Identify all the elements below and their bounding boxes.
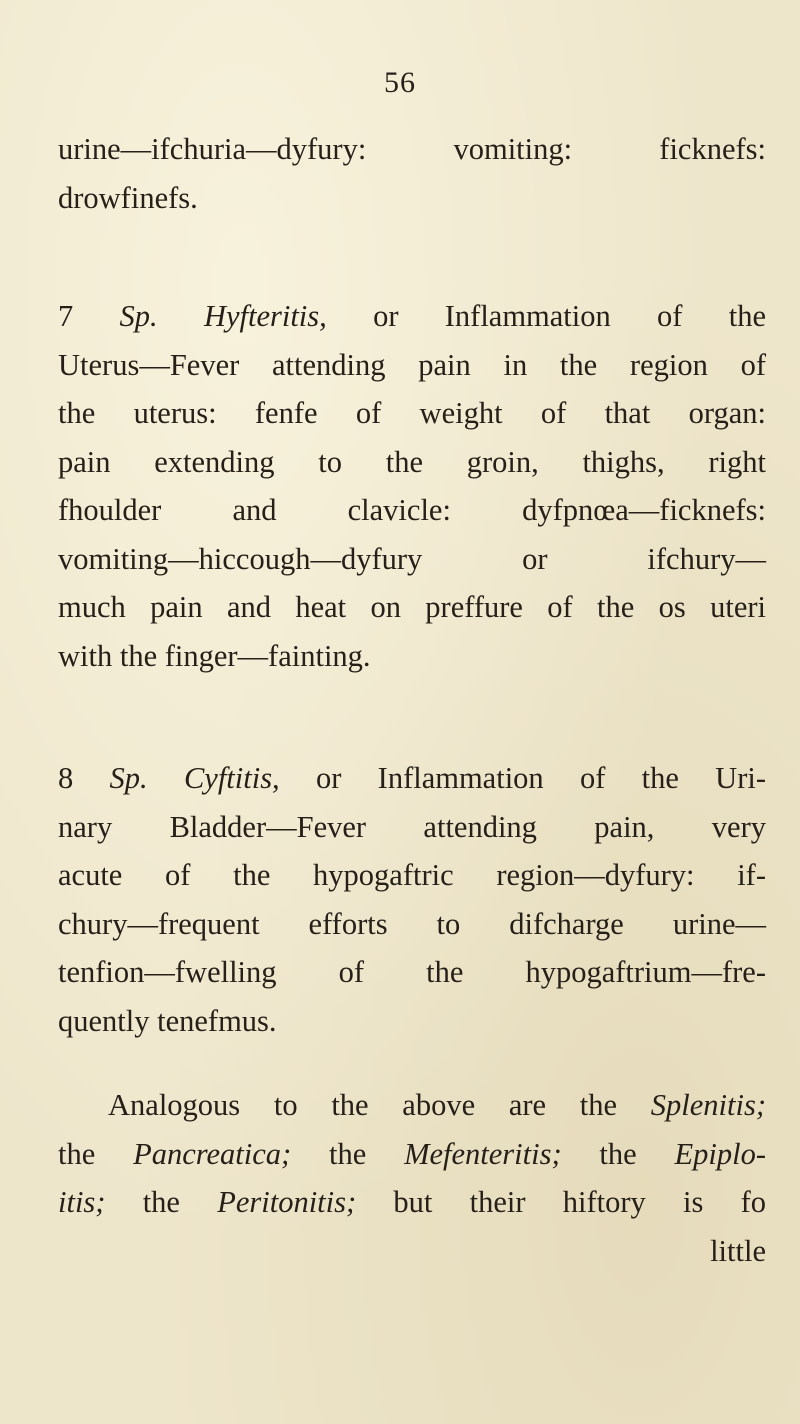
text-line: the uterus: fenfe of weight of that organ: <box>58 396 766 430</box>
line-text: the <box>561 1136 675 1171</box>
text-line: tenfion—fwelling of the hypogaftrium—fre- <box>58 955 766 989</box>
line-tail: or Inflammation of the Uri- <box>279 761 766 795</box>
term-pancreatica: Pancreatica; <box>133 1136 292 1171</box>
text-line: vomiting—hiccough—dyfury or ifchury— <box>58 541 766 576</box>
paragraph-cystitis <box>58 754 766 1045</box>
paragraph-hysteritis <box>58 292 766 680</box>
text-line: much pain and heat on preffure of the os uteri <box>58 590 766 624</box>
text-line: drowfinefs. <box>58 180 198 215</box>
catchword: little <box>710 1233 766 1268</box>
text-line: quently tenefmus. <box>58 1003 277 1038</box>
text-line: nary Bladder—Fever attending pain, very <box>58 809 766 844</box>
line-text: Analogous to the above are the <box>108 1088 651 1122</box>
text-line: acute of the hypogaftric region—dyfury: if- <box>58 858 766 892</box>
line-text: the <box>58 1136 134 1171</box>
text-line <box>58 1081 766 1130</box>
line-text: the <box>105 1185 218 1219</box>
text-line: chury—frequent efforts to difcharge urine— <box>58 906 766 941</box>
term-peritonitis: Peritonitis; <box>217 1185 357 1219</box>
paragraph-1 <box>58 125 766 222</box>
text-line: pain extending to the groin, thighs, right <box>58 444 766 479</box>
term-epiploitis-end: itis; <box>58 1185 106 1219</box>
term-epiploitis: Epiplo- <box>674 1136 766 1171</box>
text-line <box>58 292 766 341</box>
text-line: with the finger—fainting. <box>58 638 371 673</box>
text-line: Uterus—Fever attending pain in the region of <box>58 347 766 382</box>
term-mesenteritis: Mefenteritis; <box>404 1136 562 1171</box>
line-tail: or Inflammation of the <box>326 299 766 333</box>
species-name: Sp. Cyftitis, <box>109 761 280 795</box>
text-line: urine—ifchuria—dyfury: vomiting: ficknefs: <box>58 132 766 166</box>
text-line <box>58 1178 766 1227</box>
line-text: but their hiftory is fo <box>356 1185 766 1219</box>
text-line: fhoulder and clavicle: dyfpnœa—ficknefs: <box>58 493 766 527</box>
species-number: 8 <box>58 761 110 795</box>
line-text: the <box>291 1136 405 1171</box>
text-line <box>58 754 766 803</box>
species-name: Sp. Hyfteritis, <box>119 299 327 333</box>
page-number: 56 <box>384 66 416 99</box>
paragraph-analogous <box>58 1081 766 1275</box>
text-line <box>58 1130 766 1179</box>
term-splenitis: Splenitis; <box>650 1088 766 1122</box>
species-number: 7 <box>58 299 120 333</box>
